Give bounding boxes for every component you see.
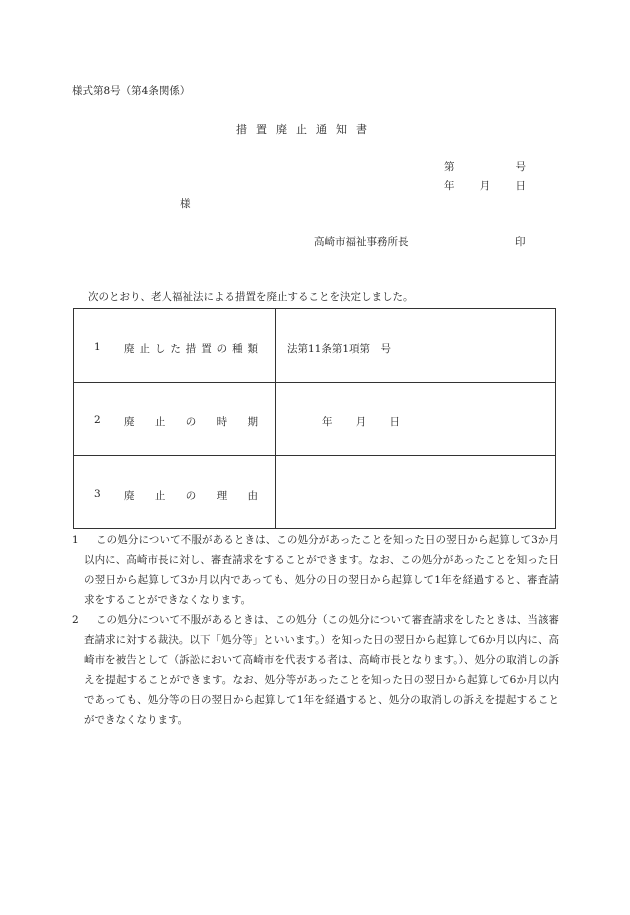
note-item (72, 610, 559, 730)
table-row-reason (74, 456, 555, 529)
seal-mark: 印 (515, 236, 526, 248)
form-number-label: 様式第8号（第4条関係） (72, 85, 191, 97)
date-day: 日 (389, 416, 400, 428)
issuer-name: 高崎市福祉事務所長 (314, 236, 409, 248)
issue-month: 月 (479, 180, 491, 192)
addressee-suffix: 様 (180, 198, 191, 210)
note-text: この処分について不服があるときは、この処分（この処分について審査請求をしたときは、当該審査請求に対する裁決。以下「処分等」といいます。）を知った日の翌日から起算して6か月以内に、高崎市を被告として（訴訟において高崎市を代表する者は、高崎市長となります。）、処分の取消しの訴えを提起することができます。なお、処分等があったことを知った日の翌日から起算して6か月以内であっても、処分等の日の翌日から起算して1年を経過すると、処分の取消しの訴えを提起することができなくなります。 (84, 614, 559, 726)
issue-date-row (444, 181, 526, 192)
date-year: 年 (322, 416, 333, 428)
document-title: 措置廃止通知書 (236, 123, 376, 136)
row-label-date: 廃 止 の 時 期 (124, 416, 258, 428)
row-number: 1 (94, 341, 101, 353)
issue-day: 日 (515, 180, 526, 192)
row-number: 2 (94, 414, 101, 426)
table-row-date (74, 382, 555, 456)
date-month: 月 (355, 416, 367, 428)
notes-section (72, 530, 559, 730)
document-number-row (444, 162, 526, 173)
row-value-date[interactable] (322, 414, 400, 429)
intro-text: 次のとおり、老人福祉法による措置を廃止することを決定しました。 (88, 291, 414, 303)
table-row-type (74, 309, 555, 383)
note-item (72, 530, 559, 610)
note-number: 2 (72, 614, 79, 626)
row-label-type: 廃 止 し た 措 置 の 種 類 (124, 343, 258, 355)
row-number: 3 (94, 488, 101, 500)
row-value-law-article[interactable]: 法第11条第1項第 号 (287, 343, 392, 355)
note-number: 1 (72, 534, 79, 546)
issue-year: 年 (444, 180, 455, 192)
number-suffix: 号 (515, 161, 526, 173)
measure-table (73, 308, 556, 529)
note-text: この処分について不服があるときは、この処分があったことを知った日の翌日から起算して3か月以内に、高崎市長に対し、審査請求をすることができます。なお、この処分があったことを知った日の翌日から起算して3か月以内であっても、処分の日の翌日から起算して1年を経過すると、審査請求をすることができなくなります。 (84, 534, 559, 606)
row-label-reason: 廃 止 の 理 由 (124, 490, 258, 502)
number-prefix: 第 (444, 161, 455, 173)
